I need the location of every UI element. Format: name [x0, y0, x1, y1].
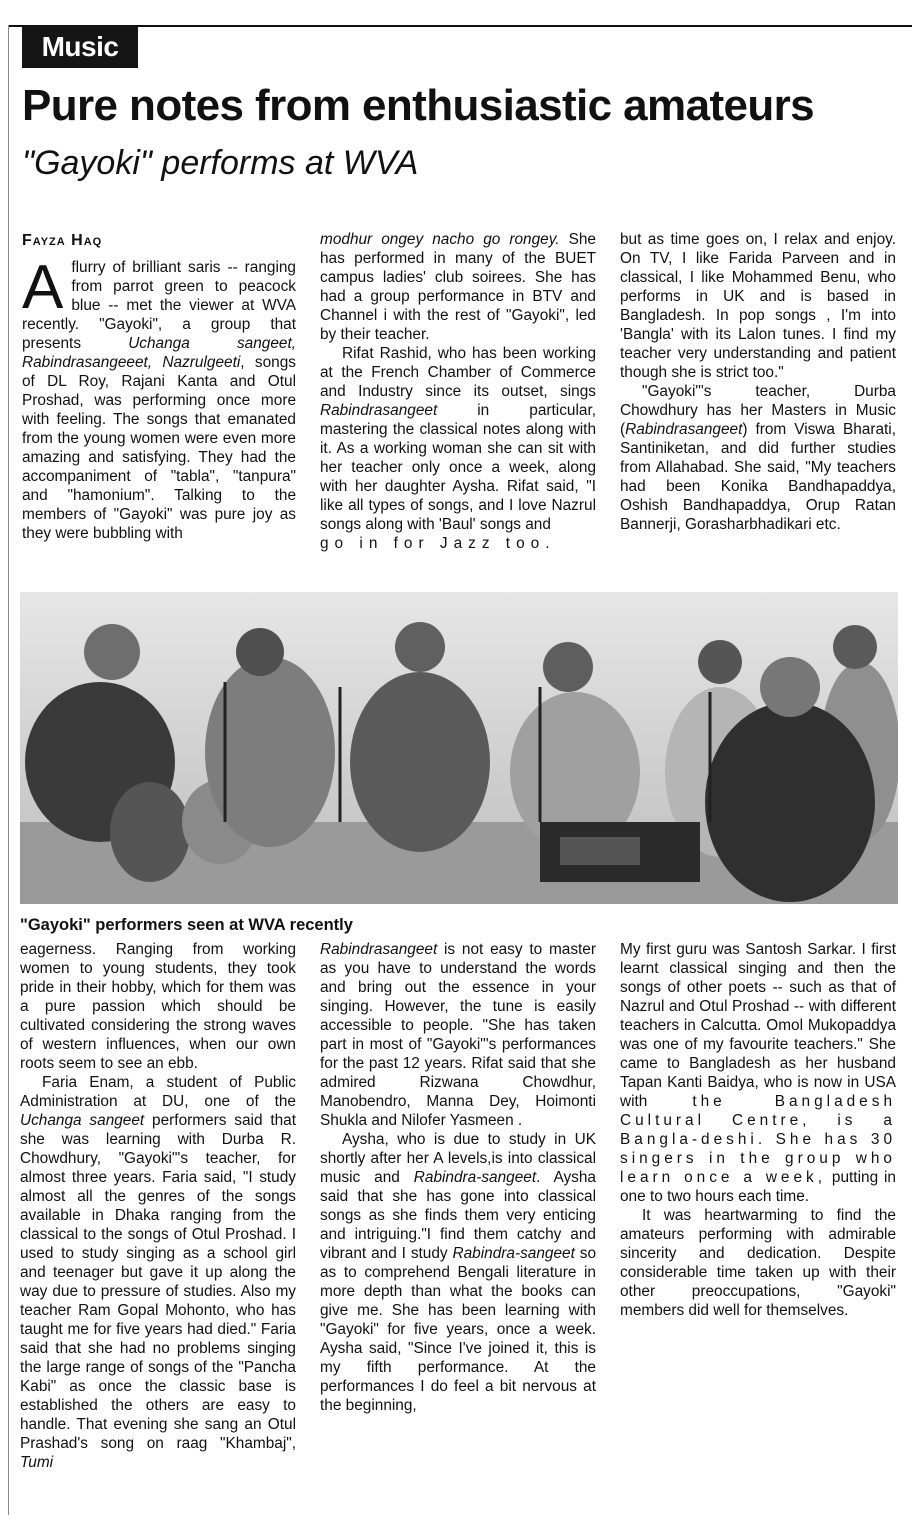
- paragraph-text: Faria Enam, a student of Public Administration at DU, one of the: [20, 1074, 296, 1110]
- paragraph-text: My first guru was Santosh Sarkar. I first learnt classical singing and then the songs of other poets -- such as that of Nazrul and Otul Proshad -- with different teachers in Calcutta. Omol Mukopaddya was one of my favourite teachers." She came to Bangladesh as her husband Tapan Kanti Baidya, who is now in USA with: [620, 941, 896, 1110]
- paragraph-text: It was heartwarming to find the amateurs performing with admirable sincerity and dedication. Despite considerable time taken up with their other preoccupations, "Gayoki" members did well for themselves.: [620, 1207, 896, 1319]
- article-column-5: [320, 940, 596, 1415]
- paragraph-text: . Aysha said that she has gone into classical songs as she finds them very enticing and intriguing."I find them catchy and vibrant and I study: [320, 1169, 596, 1262]
- paragraph-text: , songs of DL Roy, Rajani Kanta and Otul Proshad, was performing once more with feeling. The songs that emanated from the young women were even more amazing and satisfying. They had the accompaniment of "tabla", "tanpura" and "hamonium". Talking to the members of "Gayoki" was pure joy as they were bubbling with: [22, 354, 296, 542]
- paragraph-text: in particular, mastering the classical notes along with it. As a working woman she can sit with her teacher only once a week, along with her daughter Aysha. Rifat said, "I like all types of songs, and I love Nazrul songs along with 'Baul' songs and: [320, 402, 596, 533]
- italic-text: Rabindrasangeet: [625, 421, 743, 438]
- paragraph-text: flurry of brilliant saris -- ranging from parrot green to peacock blue -- met the viewer at WVA recently. "Gayoki", a group that presents: [22, 259, 296, 352]
- italic-text: Rabindrasangeet: [320, 402, 438, 419]
- italic-text: Uchanga sangeet: [20, 1112, 145, 1129]
- paragraph-text: ) from Viswa Bharati, Santiniketan, and did further studies from Allahabad. She said, "My teachers had been Konika Bandhapaddya, Oshish Bandhapaddya, Orup Ratan Bannerji, Gorasharbhadikari etc.: [620, 421, 896, 533]
- article-column-2: [320, 230, 596, 553]
- article-column-1: [22, 253, 296, 543]
- performers-photo: [20, 592, 898, 904]
- paragraph-text: eagerness. Ranging from working women to young students, they took pride in their hobby, which for them was a pure passion which should be cultivated considering the strong waves of western influences, when our own roots seem to see an ebb.: [20, 941, 296, 1072]
- article-column-6: [620, 940, 896, 1320]
- drop-cap: A: [22, 253, 64, 322]
- headline: Pure notes from enthusiastic amateurs: [22, 81, 815, 130]
- photo-caption: "Gayoki" performers seen at WVA recently: [20, 916, 353, 934]
- paragraph-text: go in for Jazz too.: [320, 535, 556, 552]
- italic-text: Rabindra-sangeet: [452, 1245, 575, 1262]
- paragraph-text: She has performed in many of the BUET campus ladies' club soirees. She has had a group performance in BTV and Channel i with the rest of "Gayoki", led by their teacher.: [320, 231, 596, 343]
- section-label: Music: [22, 26, 138, 68]
- paragraph-text: is not easy to master as you have to understand the words and bring out the essence in your singing. However, the tune is easily accessible to people. "She has taken part in most of "Gayoki"'s performances for the past 12 years. Rifat said that she admired Rizwana Chowdhur, Manobendro, Manna Dey, Hoimonti Shukla and Nilofer Yasmeen .: [320, 941, 596, 1129]
- paragraph-text: performers said that she was learning with Durba R. Chowdhury, "Gayoki"'s teacher, for almost three years. Faria said, "I study almost all the genres of the songs available in Dhaka ranging from the classical to the songs of Otul Proshad. I used to study singing as a school girl and teenager but gave it up along the way due to pressure of studies. Also my teacher Ram Gopal Mohonto, who has taught me for five years had died." Faria said that she had no problems singing the large range of songs of the "Pancha Kabi" as once the classic base is established the others are easy to handle. That evening she sang an Otul Prashad's song on raag "Khambaj",: [20, 1112, 297, 1452]
- subheadline: "Gayoki" performs at WVA: [22, 144, 419, 182]
- photo-illustration: [20, 592, 898, 904]
- italic-text: modhur ongey nacho go rongey.: [320, 231, 560, 248]
- byline: Fayza Haq: [22, 232, 103, 249]
- left-rule: [8, 25, 9, 1515]
- paragraph-text: Aysha, who is due to study in UK shortly after her A levels,is into classical music and: [320, 1131, 596, 1186]
- paragraph-text: Rifat Rashid, who has been working at the French Chamber of Commerce and Industry since its outset, sings: [320, 345, 596, 400]
- paragraph-text: "Gayoki"'s teacher, Durba Chowdhury has her Masters in Music (: [620, 383, 896, 438]
- paragraph-text: the Bangladesh Cultural Centre, is a Bangla-deshi. She has 30 singers in the group who learn once a week,: [620, 1093, 896, 1186]
- article-column-4: [20, 940, 296, 1472]
- italic-text: Rabindra-sangeet: [413, 1169, 537, 1186]
- article-column-3: [620, 230, 896, 534]
- italic-text: Tumi: [20, 1454, 54, 1471]
- top-rule: [8, 25, 912, 27]
- italic-text: Uchanga sangeet, Rabindrasangeeet, Nazrulgeeti: [22, 335, 296, 371]
- paragraph-text: but as time goes on, I relax and enjoy. On TV, I like Farida Parveen and in classical, I like Mohammed Benu, who performs in UK and is based in Bangladesh. In pop songs , I'm into 'Bangla' with its Lalon tunes. I find my teacher very understanding and patient though she is strict too.": [620, 231, 896, 381]
- paragraph-text: putting in one to two hours each time.: [620, 1169, 896, 1205]
- italic-text: Rabindrasangeet: [320, 941, 438, 958]
- paragraph-text: so as to comprehend Bengali literature in more depth than what the books can give me. She has been learning with "Gayoki" for five years, once a week. Aysha said, "Since I've joined it, this is my fifth performance. At the performances I do feel a bit nervous at the beginning,: [320, 1245, 597, 1414]
